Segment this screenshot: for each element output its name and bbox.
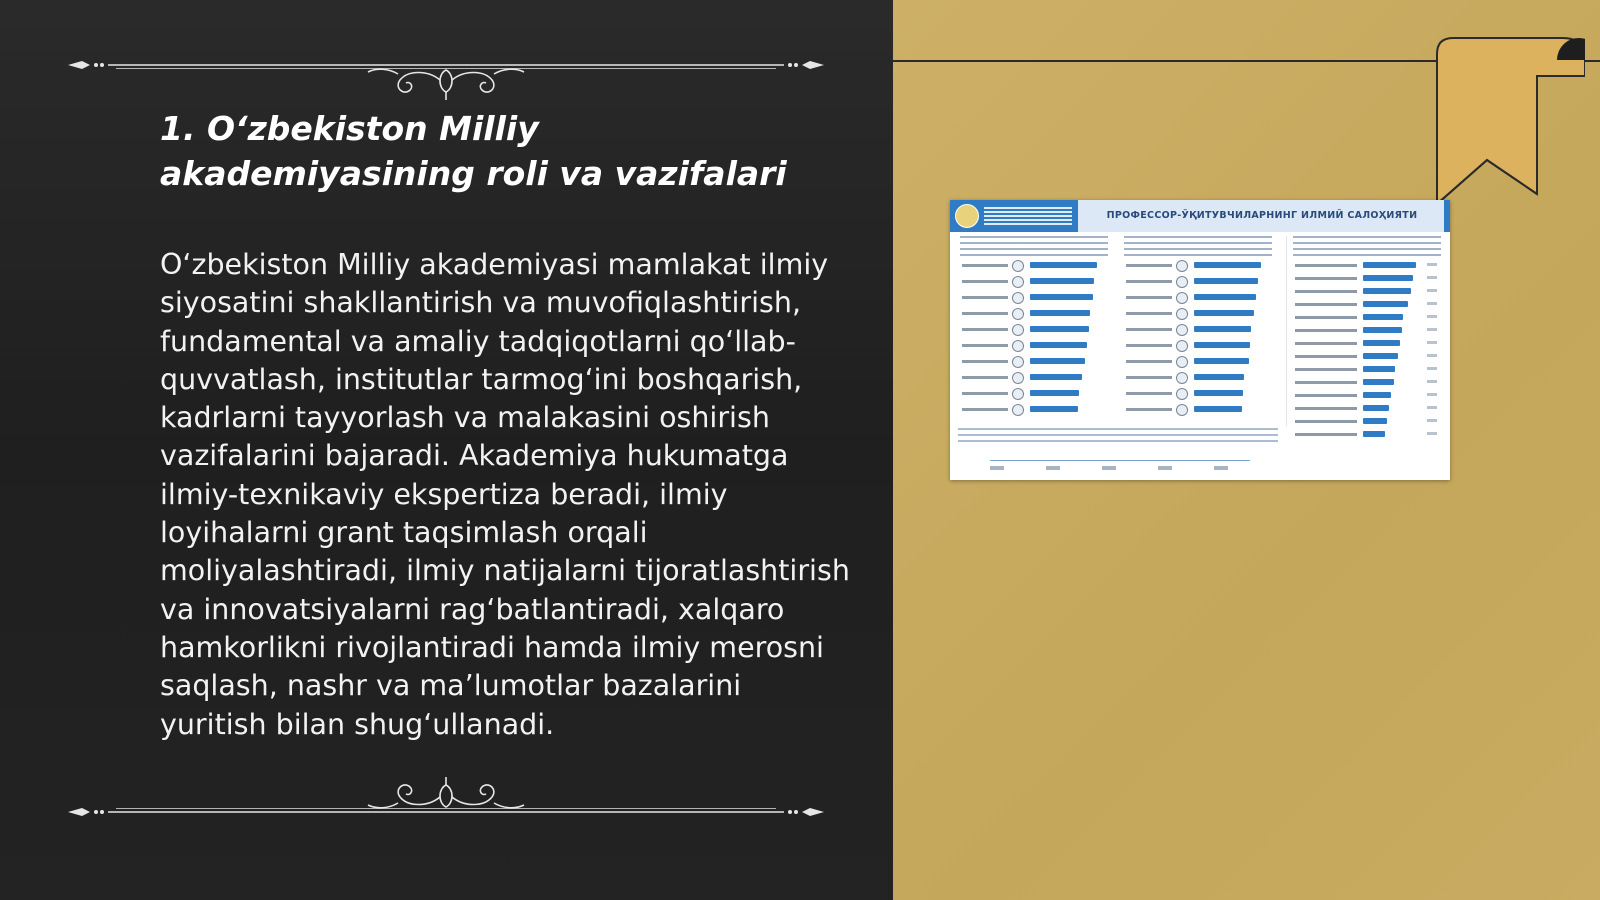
infographic-bar-row [954, 354, 1114, 370]
data-bar [1363, 431, 1385, 437]
institution-logo-icon [1176, 388, 1188, 400]
institution-logo-icon [1012, 276, 1024, 288]
slide-title: 1. O‘zbekiston Milliy akademiyasining roli va vazifalari [160, 109, 787, 193]
data-bar [1363, 392, 1391, 398]
infographic-bar-row [1287, 401, 1447, 414]
infographic-bar-row [954, 370, 1114, 386]
data-bar [1030, 262, 1097, 268]
data-bar [1194, 326, 1251, 332]
infographic-bar-row [1118, 386, 1278, 402]
row-label [1126, 392, 1172, 395]
institution-logo-icon [1012, 388, 1024, 400]
data-bar [1363, 314, 1403, 320]
institution-logo-icon [1176, 292, 1188, 304]
data-bar [1363, 366, 1395, 372]
column-heading [1293, 236, 1441, 258]
data-bar [1363, 327, 1402, 333]
data-bar [1363, 379, 1394, 385]
row-label [962, 280, 1008, 283]
row-label [962, 360, 1008, 363]
row-label [1295, 394, 1357, 397]
change-value [1427, 393, 1437, 396]
row-label [962, 408, 1008, 411]
change-value [1427, 341, 1437, 344]
row-label [1126, 408, 1172, 411]
row-label [1126, 264, 1172, 267]
infographic-bar-row [1118, 274, 1278, 290]
data-bar [1030, 278, 1094, 284]
data-bar [1363, 301, 1408, 307]
infographic-column-1 [954, 236, 1114, 426]
infographic-title: ПРОФЕССОР-ЎҚИТУВЧИЛАРНИНГ ИЛМИЙ САЛОҲИЯТИ [1106, 210, 1418, 221]
infographic-bar-row [1287, 427, 1447, 440]
logo-caption [984, 207, 1072, 225]
infographic-bar-row [1287, 388, 1447, 401]
data-bar [1363, 418, 1387, 424]
change-value [1427, 354, 1437, 357]
year-labels [990, 466, 1250, 470]
data-bar [1363, 288, 1411, 294]
infographic-bar-row [1287, 323, 1447, 336]
infographic-bar-row [1118, 290, 1278, 306]
infographic-bar-row [1287, 349, 1447, 362]
institution-logo-icon [1012, 308, 1024, 320]
infographic-header [950, 200, 1450, 232]
change-value [1427, 263, 1437, 266]
row-label [1295, 381, 1357, 384]
infographic-bar-row [1118, 258, 1278, 274]
infographic-bar-row [1287, 297, 1447, 310]
infographic-bar-row [954, 290, 1114, 306]
infographic-bar-row [1118, 322, 1278, 338]
row-label [1295, 342, 1357, 345]
infographic-bar-row [954, 386, 1114, 402]
row-label [962, 376, 1008, 379]
row-label [1295, 355, 1357, 358]
trend-line [990, 460, 1250, 461]
infographic-bar-row [1287, 258, 1447, 271]
infographic-footnote [958, 428, 1278, 446]
data-bar [1363, 340, 1400, 346]
institution-logo-icon [1176, 260, 1188, 272]
data-bar [1030, 294, 1093, 300]
infographic-column-3 [1286, 236, 1447, 426]
change-value [1427, 276, 1437, 279]
infographic-bar-row [1287, 375, 1447, 388]
row-label [962, 392, 1008, 395]
infographic-bar-row [954, 274, 1114, 290]
data-bar [1030, 358, 1085, 364]
emblem-icon [955, 204, 979, 228]
data-bar [1030, 406, 1078, 412]
row-label [1126, 280, 1172, 283]
row-label [1126, 328, 1172, 331]
bookmark-ribbon-icon [1435, 36, 1585, 206]
row-label [1295, 264, 1357, 267]
institution-logo-icon [1176, 404, 1188, 416]
data-bar [1194, 390, 1243, 396]
data-bar [1030, 374, 1082, 380]
change-value [1427, 302, 1437, 305]
institution-logo-icon [1012, 404, 1024, 416]
data-bar [1030, 390, 1079, 396]
change-value [1427, 432, 1437, 435]
institution-logo-icon [1176, 356, 1188, 368]
institution-logo-icon [1176, 372, 1188, 384]
institution-logo-icon [1176, 324, 1188, 336]
institution-logo-icon [1012, 260, 1024, 272]
institution-logo-icon [1012, 292, 1024, 304]
data-bar [1194, 262, 1261, 268]
data-bar [1030, 326, 1089, 332]
slide-body-text: O‘zbekiston Milliy akademiyasi mamlakat ilmiy siyosatini shakllantirish va muvofiqlashtirish, fundamental va amaliy tadqiqotlarni qo‘llab-quvvatlash, institutlar tarmog‘ini boshqarish, kadrlarni tayyorlash va malakasini oshirish vazifalarini bajaradi. Akademiya hukumatga ilmiy-texnikaviy ekspertiza beradi, ilmiy loyihalarni grant taqsimlash orqali moliyalashtiradi, ilmiy natijalarni tijoratlashtirish va innovatsiyalarni rag‘batlantiradi, xalqaro hamkorlikni rivojlantiradi hamda ilmiy merosni saqlash, nashr va ma’lumotlar bazalarini yuritish bilan shug‘ullanadi. [160, 248, 850, 741]
change-value [1427, 380, 1437, 383]
row-label [962, 344, 1008, 347]
bottom-ornament-divider [68, 775, 824, 825]
change-value [1427, 328, 1437, 331]
infographic-bar-row [954, 322, 1114, 338]
infographic-bar-row [1118, 402, 1278, 418]
row-label [1126, 312, 1172, 315]
row-label [1126, 344, 1172, 347]
data-bar [1194, 374, 1244, 380]
infographic-bar-row [1287, 414, 1447, 427]
infographic-bar-row [1287, 271, 1447, 284]
row-label [1295, 433, 1357, 436]
infographic-bar-row [954, 258, 1114, 274]
institution-logo-icon [1176, 340, 1188, 352]
row-label [962, 296, 1008, 299]
row-label [962, 328, 1008, 331]
change-value [1427, 367, 1437, 370]
institution-logo-icon [1176, 276, 1188, 288]
infographic-logo [950, 200, 1078, 232]
infographic-bar-row [1287, 336, 1447, 349]
column-heading [1124, 236, 1272, 258]
infographic-bar-row [1287, 284, 1447, 297]
institution-logo-icon [1012, 324, 1024, 336]
change-value [1427, 289, 1437, 292]
row-label [1126, 296, 1172, 299]
header-accent [1444, 200, 1450, 232]
data-bar [1194, 310, 1254, 316]
change-value [1427, 419, 1437, 422]
infographic-bar-row [954, 402, 1114, 418]
infographic-bar-row [1118, 306, 1278, 322]
data-bar [1194, 278, 1258, 284]
column-heading [960, 236, 1108, 258]
infographic-bar-row [1118, 370, 1278, 386]
institution-logo-icon [1012, 340, 1024, 352]
change-value [1427, 406, 1437, 409]
infographic-bar-row [1287, 310, 1447, 323]
row-label [962, 264, 1008, 267]
data-bar [1194, 358, 1249, 364]
infographic-bar-row [954, 338, 1114, 354]
row-label [1295, 290, 1357, 293]
row-label [1295, 420, 1357, 423]
infographic-bar-row [1118, 338, 1278, 354]
row-label [1295, 277, 1357, 280]
row-label [1295, 303, 1357, 306]
data-bar [1363, 353, 1398, 359]
data-bar [1030, 310, 1090, 316]
infographic-bar-row [954, 306, 1114, 322]
row-label [1295, 407, 1357, 410]
data-bar [1363, 405, 1389, 411]
data-bar [1030, 342, 1087, 348]
change-value [1427, 315, 1437, 318]
infographic-bar-row [1118, 354, 1278, 370]
row-label [1295, 368, 1357, 371]
data-bar [1194, 294, 1256, 300]
infographic-column-2 [1118, 236, 1278, 426]
row-label [962, 312, 1008, 315]
row-label [1295, 329, 1357, 332]
row-label [1126, 376, 1172, 379]
infographic-image [950, 200, 1450, 480]
institution-logo-icon [1012, 356, 1024, 368]
row-label [1126, 360, 1172, 363]
top-ornament-divider [68, 52, 824, 102]
institution-logo-icon [1176, 308, 1188, 320]
data-bar [1194, 406, 1242, 412]
data-bar [1194, 342, 1250, 348]
row-label [1295, 316, 1357, 319]
data-bar [1363, 275, 1413, 281]
institution-logo-icon [1012, 372, 1024, 384]
infographic-bar-row [1287, 362, 1447, 375]
data-bar [1363, 262, 1416, 268]
